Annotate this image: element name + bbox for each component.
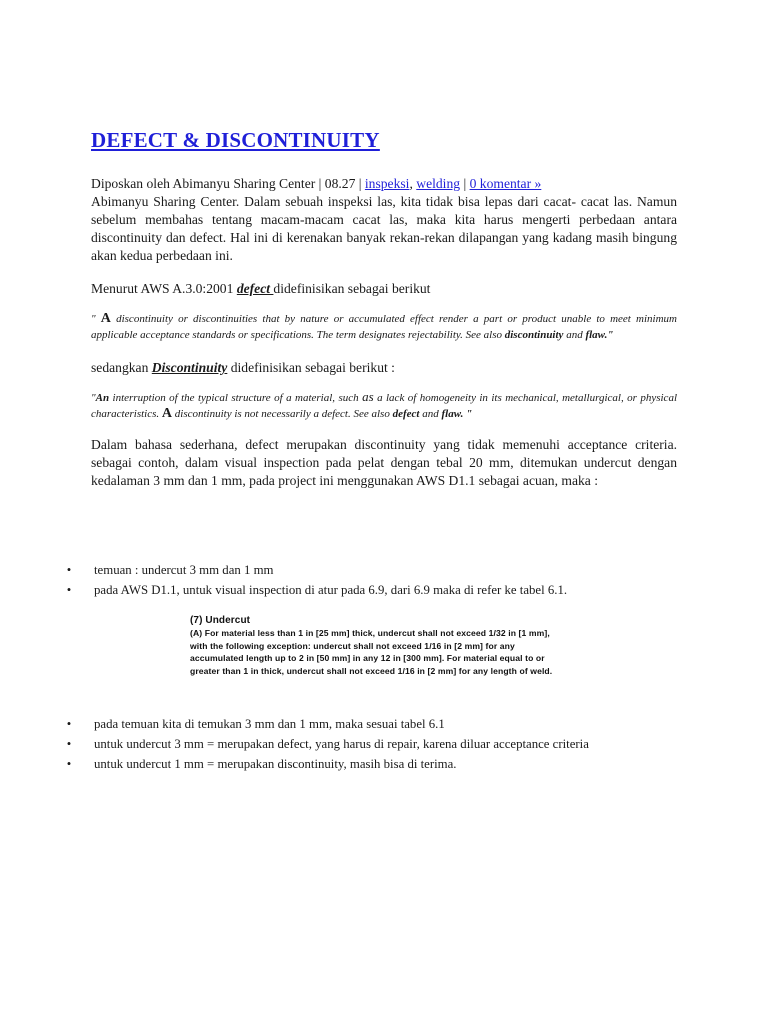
quote-term-flaw: flaw." [585,329,614,341]
list-item-text: temuan : undercut 3 mm dan 1 mm [94,563,274,577]
list-item-text: untuk undercut 3 mm = merupakan defect, yang harus di repair, karena diluar acceptance criteria [94,737,589,751]
excerpt-line: with the following exception: undercut shall not exceed 1/16 in [2 mm] for any [190,640,515,651]
tag-link-inspeksi[interactable]: inspeksi [364,176,410,191]
aws-defect-before: Menurut AWS A.3.0:2001 [91,281,237,296]
list-item [64,756,677,773]
quote-text: interruption of the typical structure of a material, such [109,392,363,404]
bullet-list-findings [64,562,677,599]
aws-disc-before: sedangkan [91,360,152,375]
quote-initial-a: A [100,311,111,326]
intro-paragraph: Abimanyu Sharing Center. Dalam sebuah inspeksi las, kita tidak bisa lepas dari cacat- cacat las. Namun sebelum membahas tentang macam-macam cacat las, maka kita harus mengerti perbedaan antara discontinuity dan defect. Hal ini di kerenakan banyak rekan-rekan dilapangan yang kadang masih bingung akan kedua perbedaan ini. [91,194,677,263]
aws-defect-after: didefinisikan sebagai berikut [273,281,431,296]
quote-text: discontinuity is not necessarily a defect. See also [172,408,393,420]
defect-term: defect [236,281,274,296]
discontinuity-term: Discontinuity [151,360,228,375]
aws-disc-after: didefinisikan sebagai berikut : [227,360,395,375]
post-title[interactable] [91,128,677,153]
quote-as: as [362,389,374,404]
list-item [64,582,677,599]
aws-discontinuity-line [91,359,677,377]
defect-definition-quote [91,311,677,343]
quote-and: and [419,408,442,420]
comments-link[interactable]: 0 komentar » [469,176,542,191]
tag-link-welding[interactable]: welding [416,176,461,191]
explanation-paragraph: Dalam bahasa sederhana, defect merupakan discontinuity yang tidak memenuhi acceptance criteria. sebagai contoh, dalam visual inspection pada pelat dengan tebal 20 mm, ditemukan undercut dengan kedalaman 3 mm dan 1 mm, pada project ini menggunakan AWS D1.1 sebagai acuan, maka : [91,437,677,488]
bullet-icon: • [66,583,72,597]
excerpt-heading: (7) Undercut [190,615,251,626]
quote-term-defect: defect [392,408,420,420]
post-body [91,128,677,490]
quote-open: " [91,313,101,325]
list-item [64,736,677,753]
list-item [64,562,677,579]
bullet-icon: • [66,757,72,771]
excerpt-line: greater than 1 in thick, undercut shall not exceed 1/16 in [2 mm] for any length of weld. [190,665,553,676]
post-meta-prefix: Diposkan oleh Abimanyu Sharing Center | 08.27 | [91,176,365,191]
quote-text: discontinuity or discontinuities that by nature or accumulated effect render a part or product unable to meet minimum applicable acceptance standards or specifications. The term designates rejectability. See also [91,313,677,341]
post-meta [91,175,677,193]
list-item [64,716,677,733]
excerpt-line: (A) For material less than 1 in [25 mm] thick, undercut shall not exceed 1/32 in [1 mm], [190,628,550,638]
post-title-link[interactable]: DEFECT & DISCONTINUITY [91,128,380,152]
aws-undercut-excerpt-image [190,614,610,686]
meta-separator: | [460,176,470,191]
quote-text: a lack of homogeneity in its mechanical, metallurgical, or physical characteristics. [91,392,677,420]
list-item-text: pada AWS D1.1, untuk visual inspection di atur pada 6.9, dari 6.9 maka di refer ke tabel 6.1. [94,583,568,597]
quote-and: and [563,329,586,341]
bullet-list-conclusion [64,716,677,773]
bullet-icon: • [66,717,72,731]
list-item-text: untuk undercut 1 mm = merupakan discontinuity, masih bisa di terima. [94,757,457,771]
quote-term-discontinuity: discontinuity [504,329,564,341]
aws-defect-line [91,280,677,298]
quote-term-flaw: flaw. " [441,408,473,420]
excerpt-line: accumulated length up to 2 in [50 mm] in any 12 in [300 mm]. For material equal to or [190,653,545,664]
meta-separator: , [409,176,417,191]
bullet-icon: • [66,737,72,751]
quote-term-an: An [95,392,110,404]
discontinuity-definition-quote [91,389,677,422]
bullet-icon: • [66,563,72,577]
list-item-text: pada temuan kita di temukan 3 mm dan 1 mm, maka sesuai tabel 6.1 [94,717,445,731]
quote-open: " [91,392,96,404]
quote-initial-a: A [161,406,173,421]
